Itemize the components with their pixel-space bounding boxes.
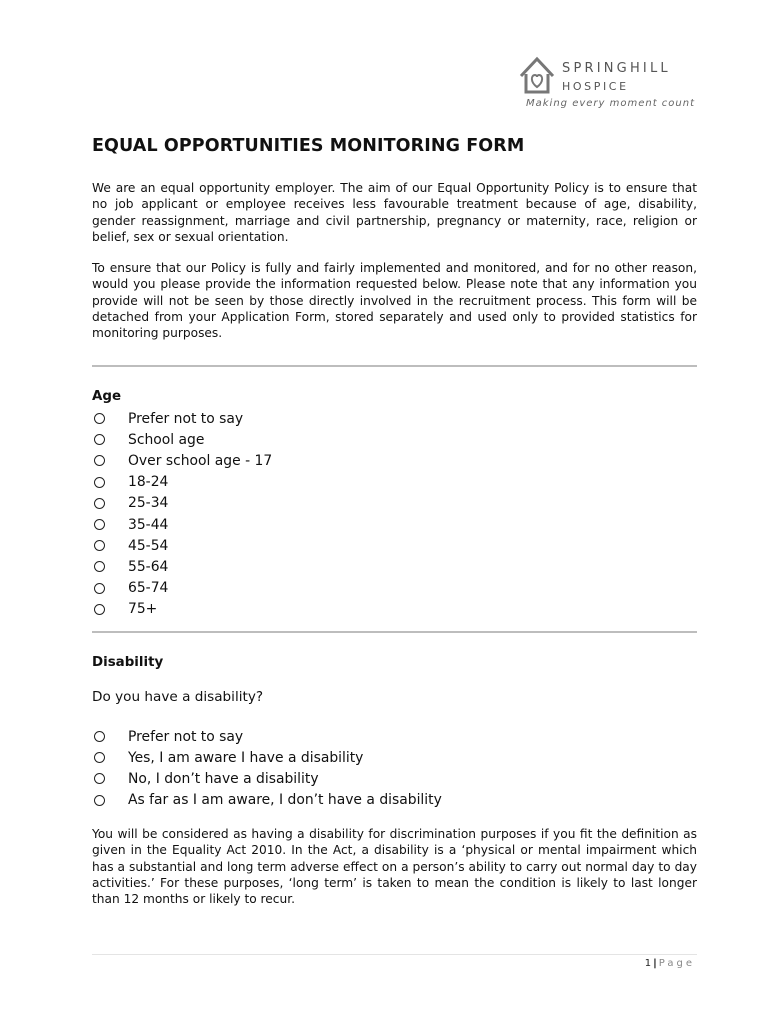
age-option-label: Over school age - 17 [128,452,273,469]
house-heart-logo-icon [518,54,556,96]
radio-button-icon[interactable] [94,773,105,784]
disability-option-label: No, I don’t have a disability [128,770,319,787]
radio-button-icon[interactable] [94,519,105,530]
radio-button-icon[interactable] [94,540,105,551]
radio-button-icon[interactable] [94,561,105,572]
intro-paragraph-policy: We are an equal opportunity employer. The aim of our Equal Opportunity Policy is to ensure that no job applicant or employee receives less favourable treatment because of age, disability, gender reassignment, marriage and civil partnership, pregnancy or maternity, race, religion or belief, sex or sexual orientation. [92,181,697,244]
footer-divider [92,954,697,955]
disability-option[interactable] [92,726,442,747]
logo-name: SPRINGHILL [562,61,671,76]
radio-button-icon[interactable] [94,583,105,594]
age-option-label: 25-34 [128,495,169,512]
radio-button-icon[interactable] [94,413,105,424]
age-option-label: 35-44 [128,516,169,533]
disability-option-label: Prefer not to say [128,728,244,745]
intro-paragraph-monitoring: To ensure that our Policy is fully and fairly implemented and monitored, and for no other reason, would you please provide the information requested below. Please note that any information you provide will not be seen by those directly involved in the recruitment process. This form will be detached from your Application Form, stored separately and used only to provided statistics for monitoring purposes. [92,261,697,341]
radio-button-icon[interactable] [94,731,105,742]
age-option[interactable] [92,578,272,599]
age-option[interactable] [92,472,272,493]
disability-option-label: Yes, I am aware I have a disability [128,749,364,766]
disability-options-list [92,726,442,811]
age-option[interactable] [92,599,272,620]
age-option[interactable] [92,408,272,429]
disability-question: Do you have a disability? [92,689,264,705]
logo-subtitle: HOSPICE [562,80,629,93]
disability-option-label: As far as I am aware, I don’t have a disability [128,792,442,809]
logo-tagline: Making every moment count [526,98,696,109]
section-divider-middle [92,631,697,633]
radio-button-icon[interactable] [94,498,105,509]
age-option[interactable] [92,514,272,535]
radio-button-icon[interactable] [94,477,105,488]
age-option-label: 75+ [128,601,158,618]
age-option-label: 65-74 [128,580,169,597]
age-option[interactable] [92,450,272,471]
page-number: 1 [644,958,652,969]
radio-button-icon[interactable] [94,604,105,615]
page-footer [600,958,695,969]
page-separator: | [653,958,657,969]
radio-button-icon[interactable] [94,752,105,763]
age-option-label: School age [128,431,205,448]
age-options-list [92,408,272,620]
radio-button-icon[interactable] [94,434,105,445]
disability-section-heading: Disability [92,655,164,670]
disability-definition-note: You will be considered as having a disability for discrimination purposes if you fit the definition as given in the Equality Act 2010. In the Act, a disability is a ‘physical or mental impairment which has a substantial and long term adverse effect on a person’s ability to carry out normal day to day activities.’ For these purposes, ‘long term’ is taken to mean the condition is likely to last longer than 12 months or likely to recur. [92,827,697,907]
section-divider-top [92,365,697,367]
age-option-label: Prefer not to say [128,410,244,427]
age-option-label: 45-54 [128,537,169,554]
page-label: Page [658,958,695,969]
disability-option[interactable] [92,747,442,768]
age-option[interactable] [92,429,272,450]
form-title: EQUAL OPPORTUNITIES MONITORING FORM [92,136,525,156]
age-section-heading: Age [92,389,122,404]
age-option[interactable] [92,535,272,556]
radio-button-icon[interactable] [94,455,105,466]
age-option-label: 55-64 [128,558,169,575]
age-option[interactable] [92,556,272,577]
age-option[interactable] [92,493,272,514]
age-option-label: 18-24 [128,474,169,491]
radio-button-icon[interactable] [94,795,105,806]
disability-option[interactable] [92,790,442,811]
disability-option[interactable] [92,768,442,789]
springhill-hospice-logo [518,52,700,114]
